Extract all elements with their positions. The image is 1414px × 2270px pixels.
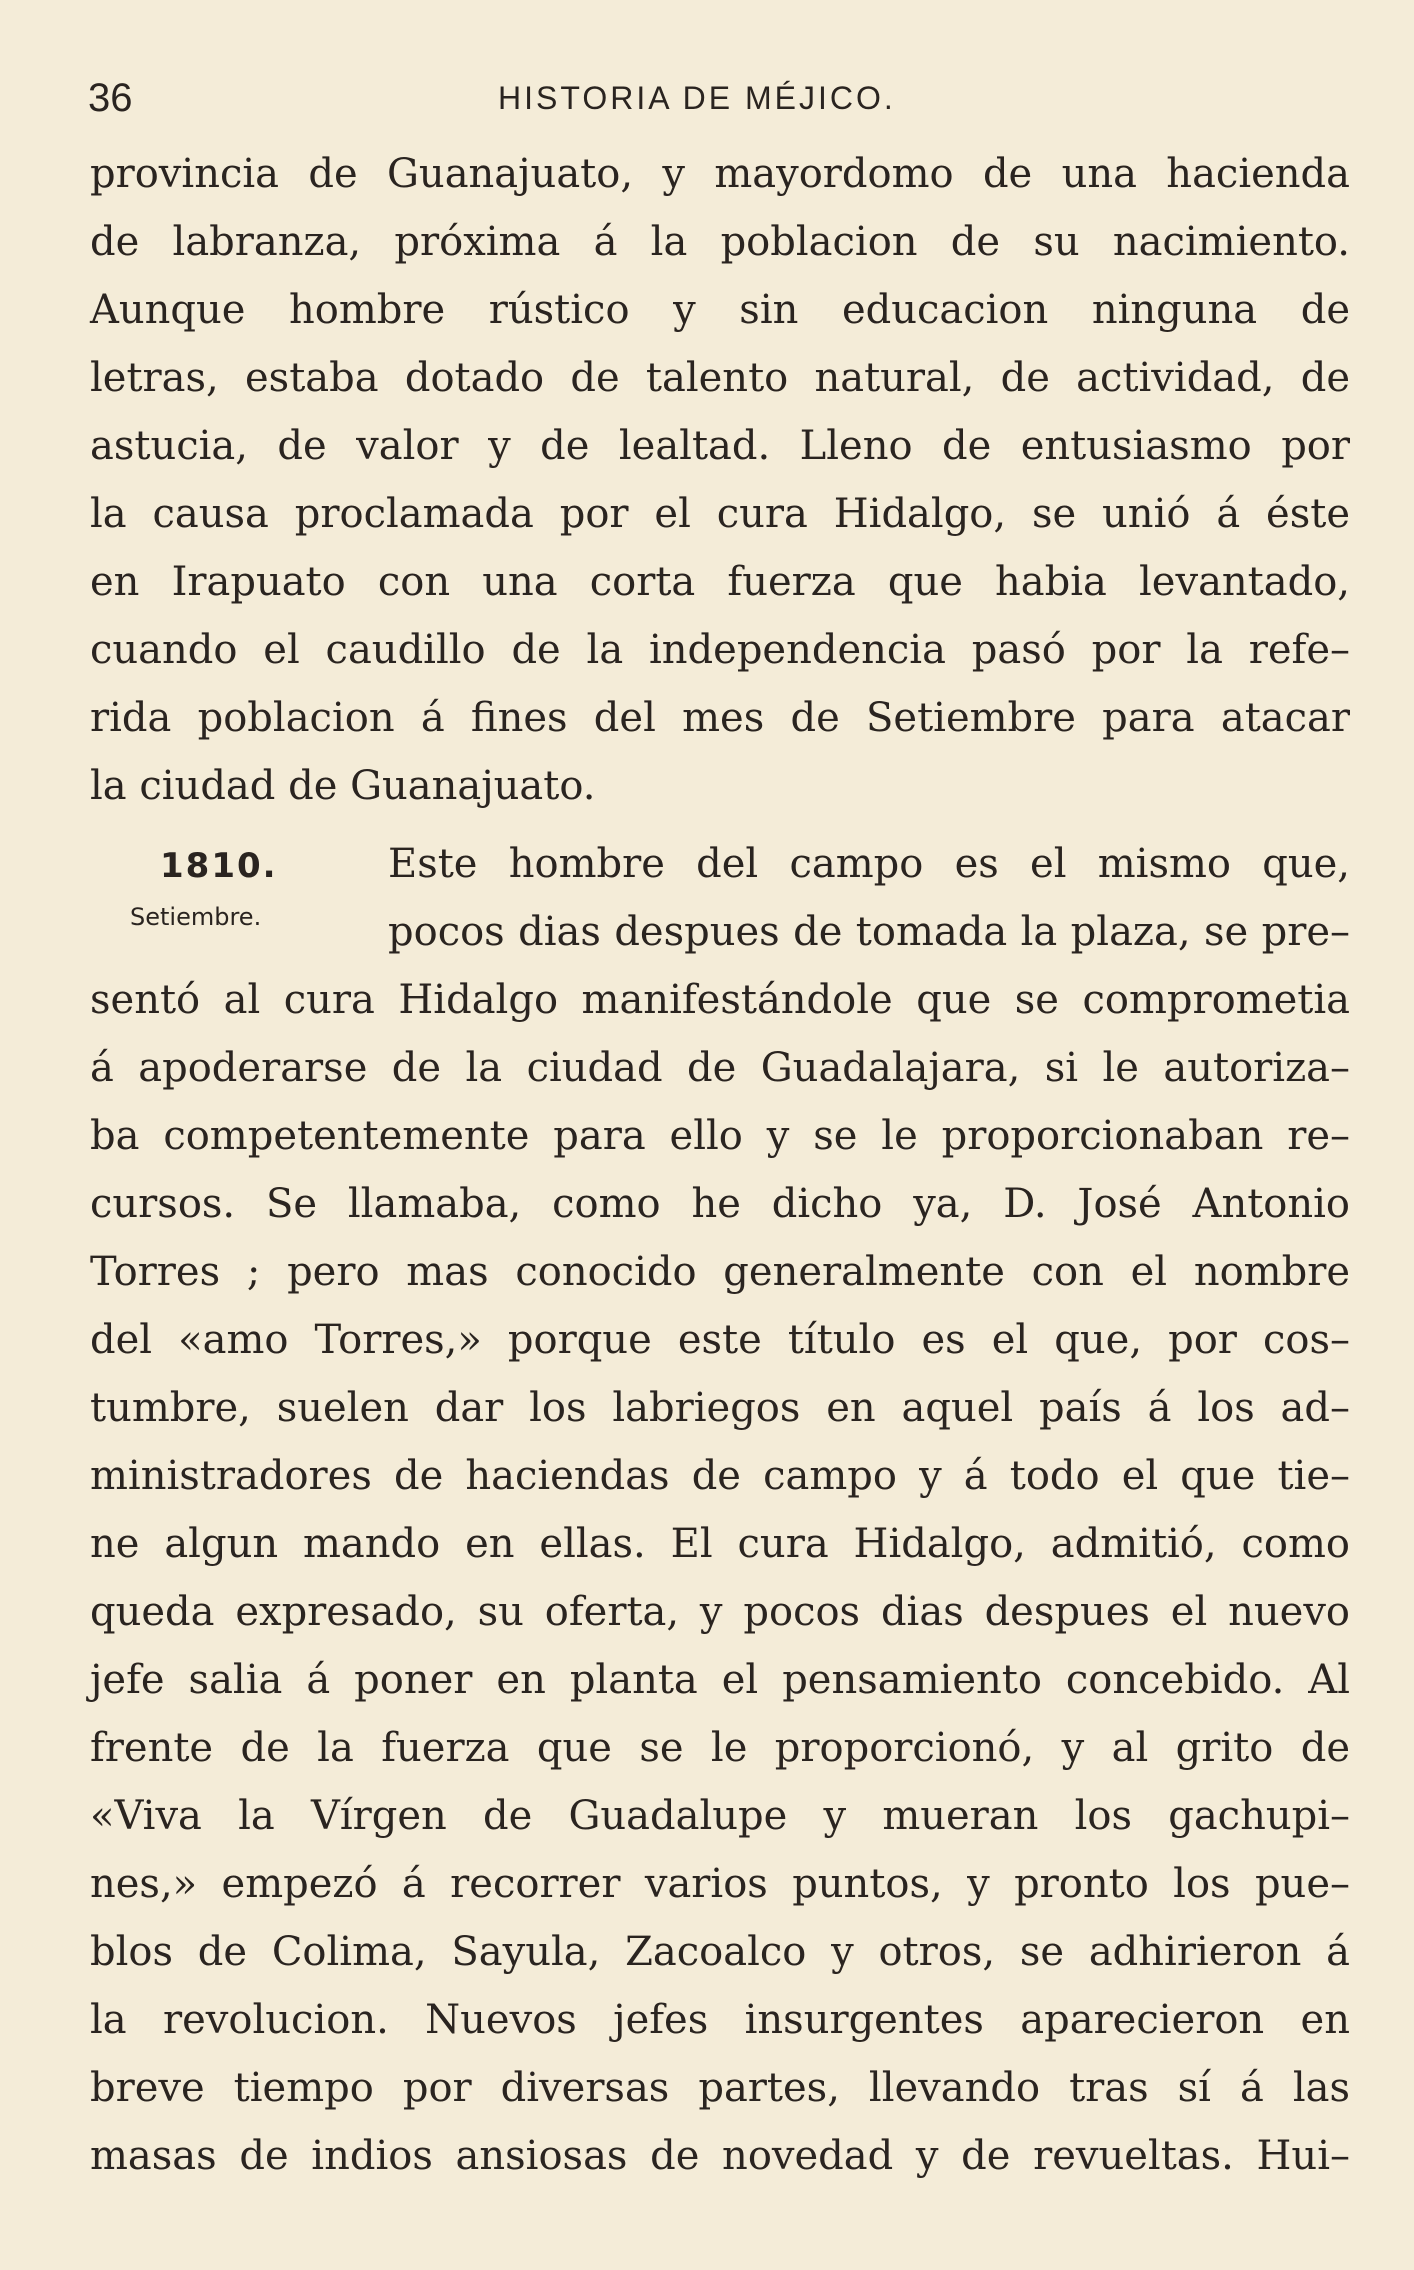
text-line: la revolucion. Nuevos jefes insurgentes aparecieron en: [90, 1997, 1350, 2043]
margin-note-month: Setiembre.: [130, 903, 262, 931]
text-line: de labranza, próxima á la poblacion de su nacimiento.: [90, 219, 1350, 265]
text-line: ba competentemente para ello y se le proporcionaban re–: [90, 1113, 1350, 1159]
margin-note-year: 1810.: [160, 846, 278, 886]
text-line: jefe salia á poner en planta el pensamiento concebido. Al: [90, 1657, 1350, 1703]
text-line: rida poblacion á fines del mes de Setiembre para atacar: [90, 695, 1350, 741]
text-line: queda expresado, su oferta, y pocos dias despues el nuevo: [90, 1589, 1350, 1635]
page-header: [88, 68, 1348, 128]
text-line: tumbre, suelen dar los labriegos en aquel país á los ad–: [90, 1385, 1350, 1431]
text-line: Torres ; pero mas conocido generalmente con el nombre: [90, 1249, 1350, 1295]
page-number: 36: [88, 76, 133, 120]
running-title: HISTORIA DE MÉJICO.: [498, 80, 896, 116]
text-line: pocos dias despues de tomada la plaza, se pre–: [388, 909, 1350, 955]
text-line: en Irapuato con una corta fuerza que habia levantado,: [90, 559, 1350, 605]
text-line: sentó al cura Hidalgo manifestándole que se comprometia: [90, 977, 1350, 1023]
text-line: provincia de Guanajuato, y mayordomo de una hacienda: [90, 151, 1350, 197]
text-line: masas de indios ansiosas de novedad y de revueltas. Hui–: [90, 2133, 1350, 2179]
text-line: cuando el caudillo de la independencia pasó por la refe–: [90, 627, 1350, 673]
text-line: ministradores de haciendas de campo y á todo el que tie–: [90, 1453, 1350, 1499]
text-line: ne algun mando en ellas. El cura Hidalgo, admitió, como: [90, 1521, 1350, 1567]
text-line: á apoderarse de la ciudad de Guadalajara, si le autoriza–: [90, 1045, 1350, 1091]
text-line: nes,» empezó á recorrer varios puntos, y pronto los pue–: [90, 1861, 1350, 1907]
text-line: Este hombre del campo es el mismo que,: [388, 841, 1350, 887]
text-line: astucia, de valor y de lealtad. Lleno de entusiasmo por: [90, 423, 1350, 469]
text-line: breve tiempo por diversas partes, llevando tras sí á las: [90, 2065, 1350, 2111]
text-line: cursos. Se llamaba, como he dicho ya, D. José Antonio: [90, 1181, 1350, 1227]
text-line: frente de la fuerza que se le proporcionó, y al grito de: [90, 1725, 1350, 1771]
text-line: «Viva la Vírgen de Guadalupe y mueran los gachupi–: [90, 1793, 1350, 1839]
text-line: Aunque hombre rústico y sin educacion ninguna de: [90, 287, 1350, 333]
text-line: del «amo Torres,» porque este título es el que, por cos–: [90, 1317, 1350, 1363]
text-line: la causa proclamada por el cura Hidalgo, se unió á éste: [90, 491, 1350, 537]
text-line: la ciudad de Guanajuato.: [90, 763, 596, 809]
text-line: letras, estaba dotado de talento natural, de actividad, de: [90, 355, 1350, 401]
text-line: blos de Colima, Sayula, Zacoalco y otros, se adhirieron á: [90, 1929, 1350, 1975]
